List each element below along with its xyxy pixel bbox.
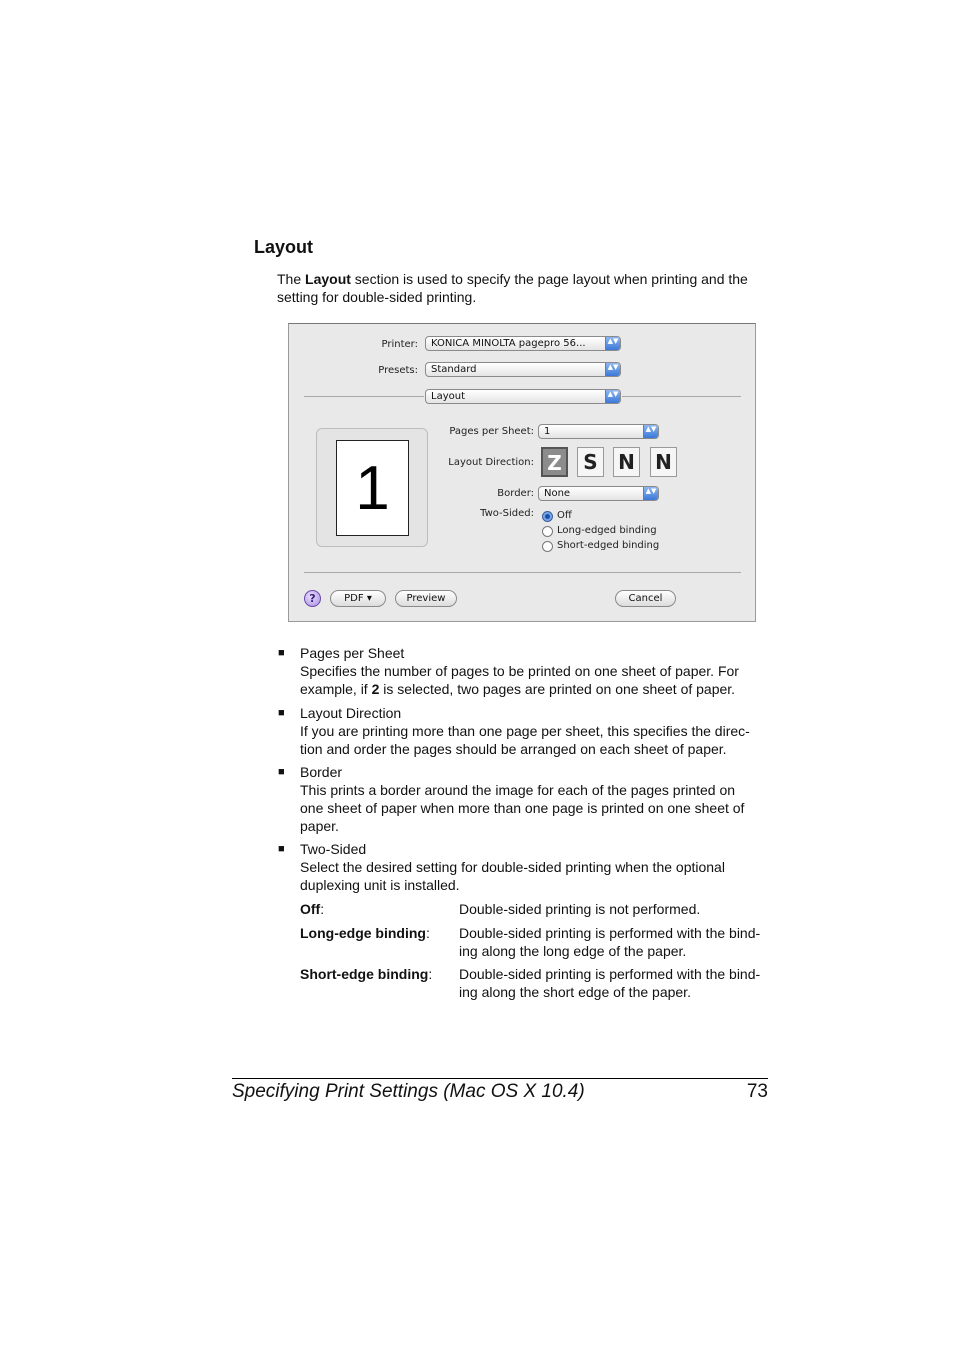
term-long-edge-name: Long-edge binding bbox=[300, 925, 426, 941]
two-sided-long-radio[interactable] bbox=[542, 526, 553, 537]
two-sided-short-text: Short-edged binding bbox=[557, 540, 660, 551]
direction-z-button[interactable]: Z bbox=[541, 447, 568, 477]
presets-popup[interactable] bbox=[425, 362, 621, 377]
direction-s-button[interactable]: S bbox=[577, 447, 604, 477]
intro-paragraph bbox=[277, 270, 769, 306]
term-off-name: Off bbox=[300, 901, 321, 917]
two-sided-off-radio[interactable] bbox=[542, 511, 553, 522]
intro-bold-term: Layout bbox=[305, 271, 351, 287]
two-sided-label: Two-Sided: bbox=[480, 508, 534, 519]
term-off bbox=[300, 900, 324, 918]
definition-off: Double-sided printing is not performed. bbox=[459, 901, 701, 917]
bullet-title-pages-per-sheet: Pages per Sheet bbox=[300, 645, 405, 661]
presets-label: Presets: bbox=[378, 365, 418, 376]
bullet-text-two-sided: Select the desired setting for double-sided printing when the optional duplexing unit is installed. bbox=[300, 859, 725, 893]
bullet-icon: ■ bbox=[278, 766, 285, 778]
bullet-text-pages-per-sheet bbox=[300, 662, 768, 698]
bullet-title-border: Border bbox=[300, 764, 343, 780]
pages-per-sheet-value: 1 bbox=[544, 426, 551, 437]
bullet-text-border: This prints a border around the image for each of the pages printed on one sheet of paper when more than one page is printed on one sheet of paper. bbox=[300, 782, 745, 834]
border-value: None bbox=[544, 488, 571, 499]
term-colon: : bbox=[425, 925, 430, 941]
section-heading: Layout bbox=[254, 237, 314, 257]
border-popup[interactable] bbox=[538, 486, 659, 501]
bullet-icon: ■ bbox=[278, 647, 285, 659]
printer-label: Printer: bbox=[381, 339, 418, 350]
direction-reverse-n-button[interactable]: N bbox=[613, 447, 640, 477]
cancel-button[interactable]: Cancel bbox=[615, 590, 676, 607]
term-colon: : bbox=[320, 901, 325, 917]
help-icon[interactable]: ? bbox=[304, 590, 321, 607]
presets-value: Standard bbox=[431, 364, 477, 375]
term-long-edge bbox=[300, 924, 430, 942]
border-label: Border: bbox=[497, 488, 534, 499]
popup-arrows-icon: ▲▼ bbox=[605, 337, 620, 350]
bottom-separator bbox=[304, 572, 741, 573]
printer-popup[interactable] bbox=[425, 336, 621, 351]
direction-n-button[interactable]: N bbox=[650, 447, 677, 477]
preview-button[interactable]: Preview bbox=[395, 590, 457, 607]
two-sided-short-radio[interactable] bbox=[542, 541, 553, 552]
term-short-edge-name: Short-edge binding bbox=[300, 966, 429, 982]
two-sided-off-text: Off bbox=[557, 510, 572, 521]
popup-arrows-icon: ▲▼ bbox=[643, 487, 658, 500]
pages-per-sheet-popup[interactable] bbox=[538, 424, 659, 439]
panel-value: Layout bbox=[431, 391, 465, 402]
printer-value: KONICA MINOLTA pagepro 56... bbox=[431, 338, 586, 349]
layout-direction-label: Layout Direction: bbox=[448, 457, 534, 468]
definition-long-edge: Double-sided printing is performed with the bind-ing along the long edge of the paper. bbox=[459, 925, 761, 959]
term-colon: : bbox=[428, 966, 433, 982]
popup-arrows-icon: ▲▼ bbox=[643, 425, 658, 438]
bullet-text-start: Specifies the number of pages to be printed on one sheet of paper. For example, if bbox=[300, 663, 739, 697]
separator-right bbox=[622, 396, 741, 397]
footer-rule bbox=[232, 1078, 768, 1079]
preview-page: 1 bbox=[336, 440, 409, 536]
separator-left bbox=[304, 396, 424, 397]
bullet-text-end: is selected, two pages are printed on one sheet of paper. bbox=[379, 681, 736, 697]
two-sided-long-text: Long-edged binding bbox=[557, 525, 657, 536]
popup-arrows-icon: ▲▼ bbox=[605, 363, 620, 376]
bullet-text-bold: 2 bbox=[371, 681, 380, 697]
popup-arrows-icon: ▲▼ bbox=[605, 390, 620, 403]
bullet-icon: ■ bbox=[278, 843, 285, 855]
footer-title: Specifying Print Settings (Mac OS X 10.4) bbox=[232, 1081, 585, 1102]
definition-short-edge: Double-sided printing is performed with the bind-ing along the short edge of the paper. bbox=[459, 966, 761, 1000]
bullet-icon: ■ bbox=[278, 707, 285, 719]
panel-popup[interactable] bbox=[425, 389, 621, 404]
intro-text-start: The bbox=[277, 271, 306, 287]
bullet-text-layout-direction: If you are printing more than one page per sheet, this specifies the direc-tion and order the pages should be arranged on each sheet of paper. bbox=[300, 723, 750, 757]
bullet-title-two-sided: Two-Sided bbox=[300, 841, 367, 857]
pdf-button[interactable]: PDF ▾ bbox=[330, 590, 386, 607]
intro-text-end: section is used to specify the page layout when printing and the setting for double-sided printing. bbox=[277, 271, 748, 305]
pages-per-sheet-label: Pages per Sheet: bbox=[449, 426, 534, 437]
bullet-title-layout-direction: Layout Direction bbox=[300, 705, 402, 721]
term-short-edge bbox=[300, 965, 432, 983]
page-number: 73 bbox=[746, 1081, 768, 1102]
